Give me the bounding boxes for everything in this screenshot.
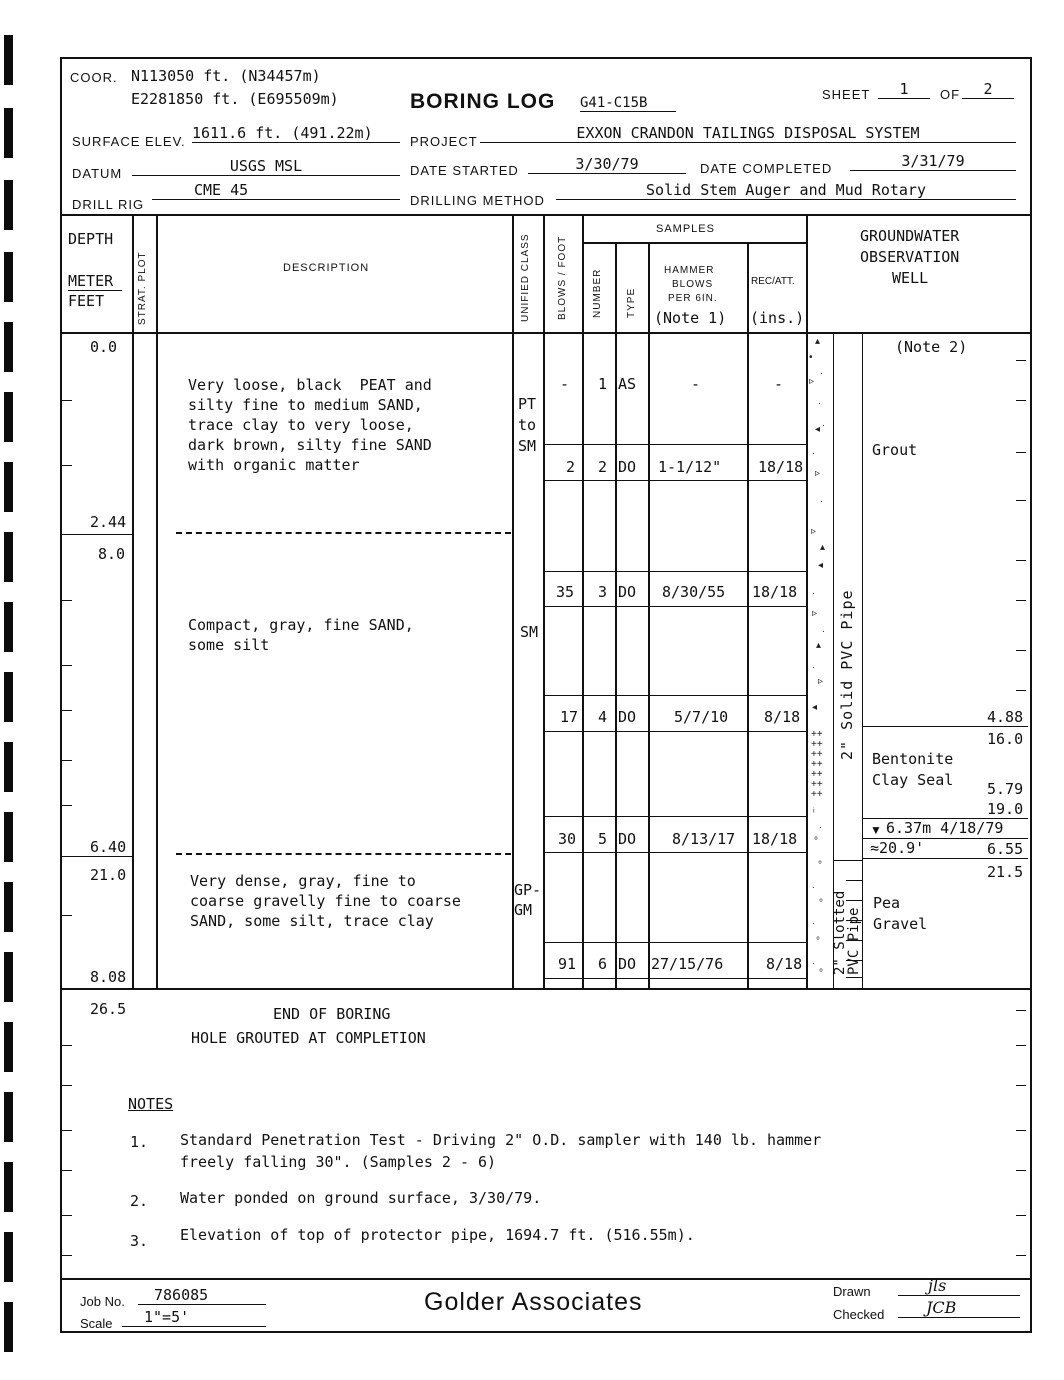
number-header: NUMBER bbox=[592, 268, 603, 318]
depth-header: DEPTH bbox=[68, 230, 114, 248]
drawn-by: jls bbox=[898, 1276, 1020, 1296]
depth-feet-1: 8.0 bbox=[98, 545, 126, 563]
date-completed-label: DATE COMPLETED bbox=[700, 161, 833, 176]
sample-hammer: 27/15/76 bbox=[651, 955, 724, 973]
unified-class-header: UNIFIED CLASS bbox=[520, 233, 531, 322]
bentonite-label-2: Clay Seal bbox=[872, 771, 954, 789]
slotted-pipe-label-2: PVC Pipe bbox=[846, 907, 862, 975]
sample-number: 5 bbox=[598, 830, 608, 848]
stratum-3-description: Very dense, gray, fine to coarse gravelly fine to coarse SAND, some silt, trace clay bbox=[190, 872, 461, 930]
sample-number: 4 bbox=[598, 708, 608, 726]
note-1-text: Standard Penetration Test - Driving 2" O.D. sampler with 140 lb. hammer bbox=[180, 1131, 822, 1149]
sample-hammer: 1-1/12" bbox=[658, 458, 722, 476]
water-level: 6.37m 4/18/79 bbox=[886, 819, 1004, 837]
well-depth-21-5: 21.5 bbox=[987, 863, 1024, 881]
stratum-1-class: PT to SM bbox=[518, 395, 537, 455]
rec-att-header: REC/ATT. bbox=[751, 276, 795, 287]
surface-elev: 1611.6 ft. (491.22m) bbox=[192, 124, 400, 143]
sample-type: DO bbox=[618, 830, 637, 848]
well-depth-5-79: 5.79 bbox=[987, 780, 1024, 798]
depth-meter-3: 8.08 bbox=[90, 968, 127, 986]
surface-elev-label: SURFACE ELEV. bbox=[72, 134, 186, 149]
stratum-1-description: Very loose, black PEAT and silty fine to medium SAND, trace clay to very loose, dark brown, silty fine SAND with organic matter bbox=[188, 376, 432, 474]
scale-value: 1"=5' bbox=[122, 1308, 266, 1327]
drill-rig-label: DRILL RIG bbox=[72, 197, 145, 212]
datum-label: DATUM bbox=[72, 166, 123, 181]
project-name: EXXON CRANDON TAILINGS DISPOSAL SYSTEM bbox=[480, 124, 1016, 143]
sample-blows: 17 bbox=[560, 708, 579, 726]
blows-foot-header: BLOWS / FOOT bbox=[557, 235, 568, 320]
sample-rec: 8/18 bbox=[766, 955, 803, 973]
company-name: Golder Associates bbox=[424, 1288, 643, 1316]
solid-pvc-pipe-label: 2" Solid PVC Pipe bbox=[838, 589, 856, 760]
sample-type: DO bbox=[618, 955, 637, 973]
log-title: BORING LOG bbox=[410, 90, 556, 113]
drill-rig: CME 45 bbox=[152, 181, 400, 200]
datum: USGS MSL bbox=[132, 157, 400, 176]
sample-rec: - bbox=[774, 375, 784, 393]
sample-type: DO bbox=[618, 458, 637, 476]
groundwater-header: GROUNDWATER bbox=[860, 227, 960, 245]
well-depth-19-0: 19.0 bbox=[987, 800, 1024, 818]
well-depth-6-55: 6.55 bbox=[987, 840, 1024, 858]
type-header: TYPE bbox=[626, 287, 637, 318]
sample-rec: 18/18 bbox=[752, 583, 798, 601]
date-completed: 3/31/79 bbox=[850, 152, 1016, 171]
sample-rec: 8/18 bbox=[764, 708, 801, 726]
note-1-text-2: freely falling 30". (Samples 2 - 6) bbox=[180, 1153, 497, 1171]
depth-meter-1: 2.44 bbox=[90, 513, 127, 531]
sample-type: AS bbox=[618, 375, 637, 393]
note-3-number: 3. bbox=[130, 1232, 149, 1250]
sample-hammer: 8/30/55 bbox=[662, 583, 726, 601]
note-3-text: Elevation of top of protector pipe, 1694.7 ft. (516.55m). bbox=[180, 1226, 695, 1244]
stratum-2-class: SM bbox=[520, 623, 539, 641]
drilling-method: Solid Stem Auger and Mud Rotary bbox=[556, 181, 1016, 200]
drilling-method-label: DRILLING METHOD bbox=[410, 193, 545, 208]
checked-by: JCB bbox=[898, 1298, 1020, 1318]
sample-number: 2 bbox=[598, 458, 608, 476]
pea-gravel-label-2: Gravel bbox=[873, 915, 928, 933]
sample-blows: - bbox=[560, 375, 570, 393]
strat-plot-header: STRAT. PLOT bbox=[137, 251, 148, 325]
hammer-note: (Note 1) bbox=[654, 309, 727, 327]
sample-rec: 18/18 bbox=[758, 458, 804, 476]
depth-feet-3: 26.5 bbox=[90, 1000, 127, 1018]
sample-hammer: - bbox=[691, 375, 701, 393]
well-header: WELL bbox=[892, 269, 929, 287]
well-note: (Note 2) bbox=[895, 338, 968, 356]
feet-header: FEET bbox=[68, 292, 105, 310]
note-2-number: 2. bbox=[130, 1192, 149, 1210]
sheet-total: 2 bbox=[962, 80, 1014, 99]
sample-blows: 35 bbox=[556, 583, 575, 601]
per-6in-header: PER 6IN. bbox=[668, 293, 718, 304]
water-level-ft: ≈20.9' bbox=[870, 839, 925, 857]
observation-header: OBSERVATION bbox=[860, 248, 960, 266]
well-depth-4-88: 4.88 bbox=[987, 708, 1024, 726]
date-started: 3/30/79 bbox=[528, 155, 686, 174]
note-2-text: Water ponded on ground surface, 3/30/79. bbox=[180, 1189, 542, 1207]
description-header: DESCRIPTION bbox=[283, 262, 370, 274]
depth-feet-2: 21.0 bbox=[90, 866, 127, 884]
samples-header: SAMPLES bbox=[656, 223, 715, 235]
depth-0: 0.0 bbox=[90, 338, 118, 356]
sample-type: DO bbox=[618, 583, 637, 601]
of-label: OF bbox=[940, 87, 961, 102]
notes-heading: NOTES bbox=[128, 1095, 174, 1113]
well-depth-16-0: 16.0 bbox=[987, 730, 1024, 748]
coor-north: N113050 ft. (N34457m) bbox=[131, 67, 321, 85]
slotted-pipe-label-1: 2" Slotted bbox=[832, 890, 848, 975]
sample-blows: 30 bbox=[558, 830, 577, 848]
stratum-3-class: GP- GM bbox=[514, 881, 542, 919]
hammer-blows-header: BLOWS bbox=[672, 279, 714, 290]
job-number: 786085 bbox=[138, 1286, 266, 1305]
pea-gravel-label-1: Pea bbox=[873, 894, 901, 912]
ins-header: (ins.) bbox=[750, 309, 805, 327]
sample-hammer: 8/13/17 bbox=[672, 830, 736, 848]
hammer-header: HAMMER bbox=[664, 265, 715, 276]
project-label: PROJECT bbox=[410, 134, 478, 149]
sheet-number: 1 bbox=[878, 80, 930, 99]
bentonite-label-1: Bentonite bbox=[872, 750, 954, 768]
note-1-number: 1. bbox=[130, 1133, 149, 1151]
grout-label: Grout bbox=[872, 441, 918, 459]
depth-meter-2: 6.40 bbox=[90, 838, 127, 856]
drawn-label: Drawn bbox=[833, 1284, 871, 1299]
sample-type: DO bbox=[618, 708, 637, 726]
coor-east: E2281850 ft. (E695509m) bbox=[131, 90, 339, 108]
checked-label: Checked bbox=[833, 1307, 885, 1322]
sample-rec: 18/18 bbox=[752, 830, 798, 848]
sample-blows: 91 bbox=[558, 955, 577, 973]
scale-label: Scale bbox=[80, 1316, 113, 1331]
meter-header: METER bbox=[68, 272, 114, 290]
stratum-2-description: Compact, gray, fine SAND, some silt bbox=[188, 616, 414, 654]
water-level-icon: ▼ bbox=[870, 823, 882, 837]
coor-label: COOR. bbox=[70, 70, 118, 85]
sample-hammer: 5/7/10 bbox=[674, 708, 729, 726]
end-line-1: END OF BORING bbox=[273, 1005, 391, 1023]
sample-number: 6 bbox=[598, 955, 608, 973]
end-line-2: HOLE GROUTED AT COMPLETION bbox=[191, 1029, 426, 1047]
bentonite-hatch: ++ ++ ++ ++ ++ ++ ++ bbox=[811, 729, 823, 800]
sample-number: 3 bbox=[598, 583, 608, 601]
sample-number: 1 bbox=[598, 375, 608, 393]
sheet-label: SHEET bbox=[822, 87, 871, 102]
sample-blows: 2 bbox=[566, 458, 576, 476]
job-label: Job No. bbox=[80, 1294, 125, 1309]
date-started-label: DATE STARTED bbox=[410, 163, 519, 178]
boring-id: G41-C15B bbox=[580, 95, 676, 112]
